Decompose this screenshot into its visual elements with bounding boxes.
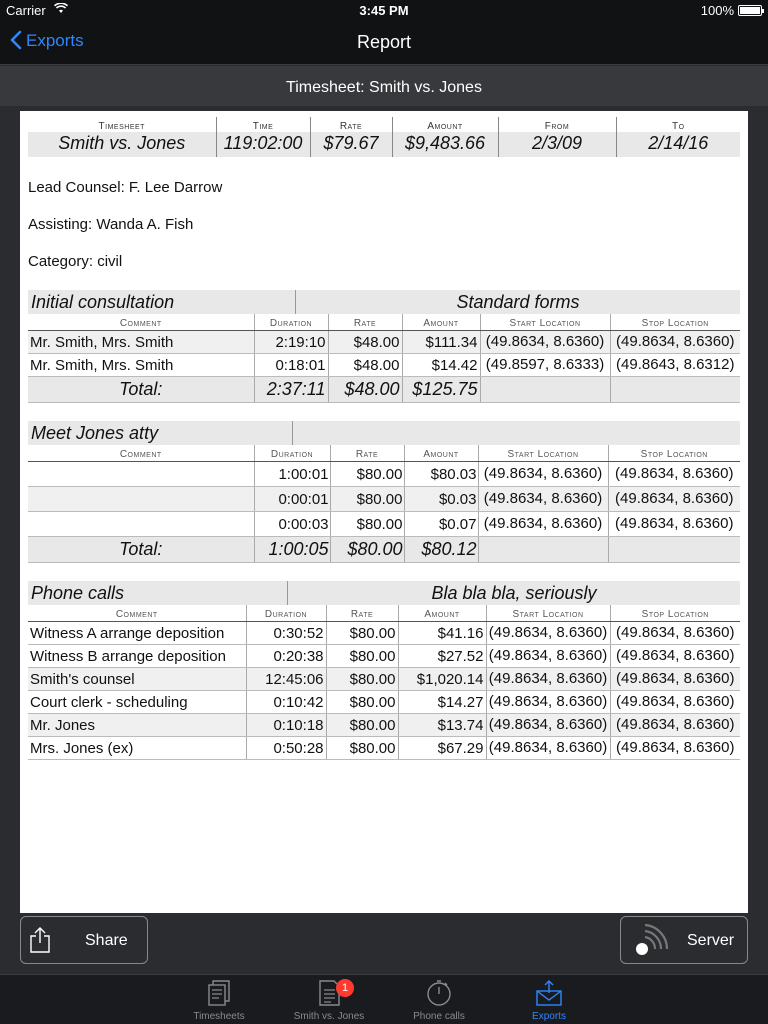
cell-rate: $48.00 (328, 354, 402, 377)
tab-label: Exports (532, 1011, 566, 1022)
section-description: Standard forms (456, 292, 580, 312)
cell-amount: $1,020.14 (398, 668, 486, 691)
share-label: Share (85, 932, 128, 949)
column-header: Rate (330, 445, 404, 462)
notification-badge: 1 (336, 979, 354, 997)
table-row[interactable] (28, 462, 740, 487)
cell-duration: 0:00:01 (254, 487, 330, 512)
column-header: Start Location (478, 445, 608, 462)
column-header: Amount (402, 314, 480, 331)
total-label: Total: (28, 377, 254, 403)
cell-stop-location: (49.8634, 8.6360) (608, 462, 740, 487)
cell-stop-location: (49.8634, 8.6360) (610, 668, 740, 691)
total-amount: $125.75 (402, 377, 480, 403)
table-row[interactable] (28, 331, 740, 354)
tab-phone-calls[interactable] (384, 975, 494, 1024)
section-description (293, 421, 740, 445)
section-name: Meet Jones atty (28, 421, 293, 445)
column-header: Amount (398, 605, 486, 622)
total-empty (610, 377, 740, 403)
cell-rate: $80.00 (326, 668, 398, 691)
cell-comment: Mr. Smith, Mrs. Smith (28, 331, 254, 354)
cell-stop-location: (49.8634, 8.6360) (610, 737, 740, 760)
column-header: Duration (254, 445, 330, 462)
section-description: Bla bla bla, seriously (431, 583, 597, 603)
section-header (28, 421, 740, 445)
cell-duration: 0:10:18 (246, 714, 326, 737)
cell-stop-location: (49.8634, 8.6360) (610, 714, 740, 737)
cell-rate: $80.00 (326, 691, 398, 714)
cell-stop-location: (49.8634, 8.6360) (608, 487, 740, 512)
cell-duration: 0:10:42 (246, 691, 326, 714)
cell-start-location: (49.8634, 8.6360) (486, 691, 610, 714)
cell-stop-location: (49.8634, 8.6360) (610, 622, 740, 645)
cell-amount: $14.42 (402, 354, 480, 377)
cell-start-location: (49.8634, 8.6360) (486, 645, 610, 668)
tab-smith-vs-jones[interactable] (274, 975, 384, 1024)
total-row (28, 537, 740, 563)
section-initial-consultation (28, 290, 740, 403)
column-header: Rate (328, 314, 402, 331)
cell-stop-location: (49.8634, 8.6360) (610, 331, 740, 354)
cell-amount: $14.27 (398, 691, 486, 714)
table-row[interactable] (28, 714, 740, 737)
table-row[interactable] (28, 512, 740, 537)
cell-amount: $80.03 (404, 462, 478, 487)
cell-stop-location: (49.8643, 8.6312) (610, 354, 740, 377)
status-bar (0, 0, 768, 20)
section-header (28, 290, 740, 314)
cell-start-location: (49.8634, 8.6360) (486, 622, 610, 645)
cell-comment (28, 487, 254, 512)
total-empty (480, 377, 610, 403)
section-meet-jones-atty (28, 421, 740, 563)
cell-rate: $80.00 (326, 737, 398, 760)
column-header: Stop Location (608, 445, 740, 462)
cell-duration: 12:45:06 (246, 668, 326, 691)
carrier-label: Carrier (6, 3, 46, 18)
summary-value: 2/3/09 (498, 132, 616, 157)
status-time: 3:45 PM (359, 3, 409, 18)
cell-amount: $0.03 (404, 487, 478, 512)
column-header: Comment (28, 314, 254, 331)
report-sheet[interactable] (20, 111, 748, 913)
navigation-bar (0, 20, 768, 65)
cell-start-location: (49.8597, 8.6333) (480, 354, 610, 377)
cell-duration: 0:18:01 (254, 354, 328, 377)
table-row[interactable] (28, 691, 740, 714)
column-header: Stop Location (610, 314, 740, 331)
page-title: Report (356, 32, 412, 52)
table-row[interactable] (28, 622, 740, 645)
entries-table (28, 445, 740, 563)
summary-value: $9,483.66 (392, 132, 498, 157)
summary-header: From (498, 117, 616, 132)
column-header: Comment (28, 605, 246, 622)
stopwatch-icon (384, 979, 494, 1007)
column-header: Start Location (480, 314, 610, 331)
server-label: Server (687, 932, 735, 949)
summary-value: 2/14/16 (616, 132, 740, 157)
export-mail-icon (494, 979, 604, 1007)
report-heading: Timesheet: Smith vs. Jones (0, 66, 768, 106)
cell-comment: Witness B arrange deposition (28, 645, 246, 668)
summary-header: Rate (310, 117, 392, 132)
cell-amount: $13.74 (398, 714, 486, 737)
total-amount: $80.12 (404, 537, 478, 563)
broadcast-icon (631, 923, 669, 959)
tab-bar (0, 974, 768, 1024)
server-button[interactable] (620, 916, 748, 964)
cell-start-location: (49.8634, 8.6360) (478, 487, 608, 512)
column-header: Amount (404, 445, 478, 462)
summary-header: Timesheet (98, 121, 145, 132)
summary-value: Smith vs. Jones (28, 132, 216, 157)
lead-counsel: Lead Counsel: F. Lee Darrow (28, 179, 223, 196)
cell-comment: Witness A arrange deposition (28, 622, 246, 645)
tab-label: Timesheets (193, 1011, 245, 1022)
share-icon (29, 927, 51, 953)
summary-value: $79.67 (310, 132, 392, 157)
column-header: Duration (254, 314, 328, 331)
total-empty (478, 537, 608, 563)
cell-start-location: (49.8634, 8.6360) (480, 331, 610, 354)
tab-label: Smith vs. Jones (293, 1011, 365, 1022)
cell-start-location: (49.8634, 8.6360) (478, 512, 608, 537)
cell-comment: Court clerk - scheduling (28, 691, 246, 714)
cell-comment: Mr. Jones (28, 714, 246, 737)
cell-duration: 0:50:28 (246, 737, 326, 760)
section-name: Initial consultation (28, 290, 296, 314)
cell-amount: $41.16 (398, 622, 486, 645)
cell-amount: $27.52 (398, 645, 486, 668)
cell-comment: Mrs. Jones (ex) (28, 737, 246, 760)
tab-timesheets[interactable] (164, 975, 274, 1024)
share-button[interactable] (20, 916, 148, 964)
summary-header: Amount (392, 117, 498, 132)
summary-header: Time (216, 117, 310, 132)
cell-rate: $80.00 (326, 622, 398, 645)
summary-header: To (616, 117, 740, 132)
section-name: Phone calls (28, 581, 288, 605)
table-row[interactable] (28, 645, 740, 668)
column-header: Stop Location (610, 605, 740, 622)
entries-table (28, 314, 740, 403)
table-row[interactable] (28, 737, 740, 760)
battery-percent: 100% (700, 3, 734, 18)
summary-table (28, 117, 740, 157)
cell-stop-location: (49.8634, 8.6360) (608, 512, 740, 537)
total-rate: $80.00 (330, 537, 404, 563)
cell-comment: Mr. Smith, Mrs. Smith (28, 354, 254, 377)
column-header: Duration (246, 605, 326, 622)
cell-comment: Smith's counsel (28, 668, 246, 691)
total-duration: 2:37:11 (254, 377, 328, 403)
cell-rate: $80.00 (330, 487, 404, 512)
total-empty (608, 537, 740, 563)
battery-icon (738, 5, 762, 16)
timesheets-icon (164, 979, 274, 1007)
total-rate: $48.00 (328, 377, 402, 403)
summary-value: 119:02:00 (216, 132, 310, 157)
tab-exports[interactable] (494, 975, 604, 1024)
cell-duration: 1:00:01 (254, 462, 330, 487)
category: Category: civil (28, 253, 123, 270)
cell-amount: $67.29 (398, 737, 486, 760)
total-duration: 1:00:05 (254, 537, 330, 563)
cell-start-location: (49.8634, 8.6360) (478, 462, 608, 487)
cell-stop-location: (49.8634, 8.6360) (610, 691, 740, 714)
report-meta (28, 179, 740, 270)
total-row (28, 377, 740, 403)
section-phone-calls (28, 581, 740, 760)
cell-comment (28, 512, 254, 537)
cell-comment (28, 462, 254, 487)
cell-amount: $0.07 (404, 512, 478, 537)
cell-start-location: (49.8634, 8.6360) (486, 714, 610, 737)
cell-start-location: (49.8634, 8.6360) (486, 668, 610, 691)
section-header (28, 581, 740, 605)
cell-duration: 2:19:10 (254, 331, 328, 354)
cell-stop-location: (49.8634, 8.6360) (610, 645, 740, 668)
cell-duration: 0:30:52 (246, 622, 326, 645)
column-header: Start Location (486, 605, 610, 622)
table-row[interactable] (28, 668, 740, 691)
total-label: Total: (28, 537, 254, 563)
cell-rate: $80.00 (330, 512, 404, 537)
cell-duration: 0:20:38 (246, 645, 326, 668)
table-row[interactable] (28, 487, 740, 512)
cell-duration: 0:00:03 (254, 512, 330, 537)
column-header: Comment (28, 445, 254, 462)
back-label: Exports (26, 30, 84, 50)
entries-table (28, 605, 740, 760)
tab-label: Phone calls (413, 1011, 465, 1022)
cell-rate: $80.00 (326, 645, 398, 668)
assisting: Assisting: Wanda A. Fish (28, 216, 194, 233)
cell-start-location: (49.8634, 8.6360) (486, 737, 610, 760)
document-list-icon (274, 979, 384, 1007)
cell-rate: $48.00 (328, 331, 402, 354)
cell-rate: $80.00 (330, 462, 404, 487)
column-header: Rate (326, 605, 398, 622)
cell-amount: $111.34 (402, 331, 480, 354)
cell-rate: $80.00 (326, 714, 398, 737)
table-row[interactable] (28, 354, 740, 377)
